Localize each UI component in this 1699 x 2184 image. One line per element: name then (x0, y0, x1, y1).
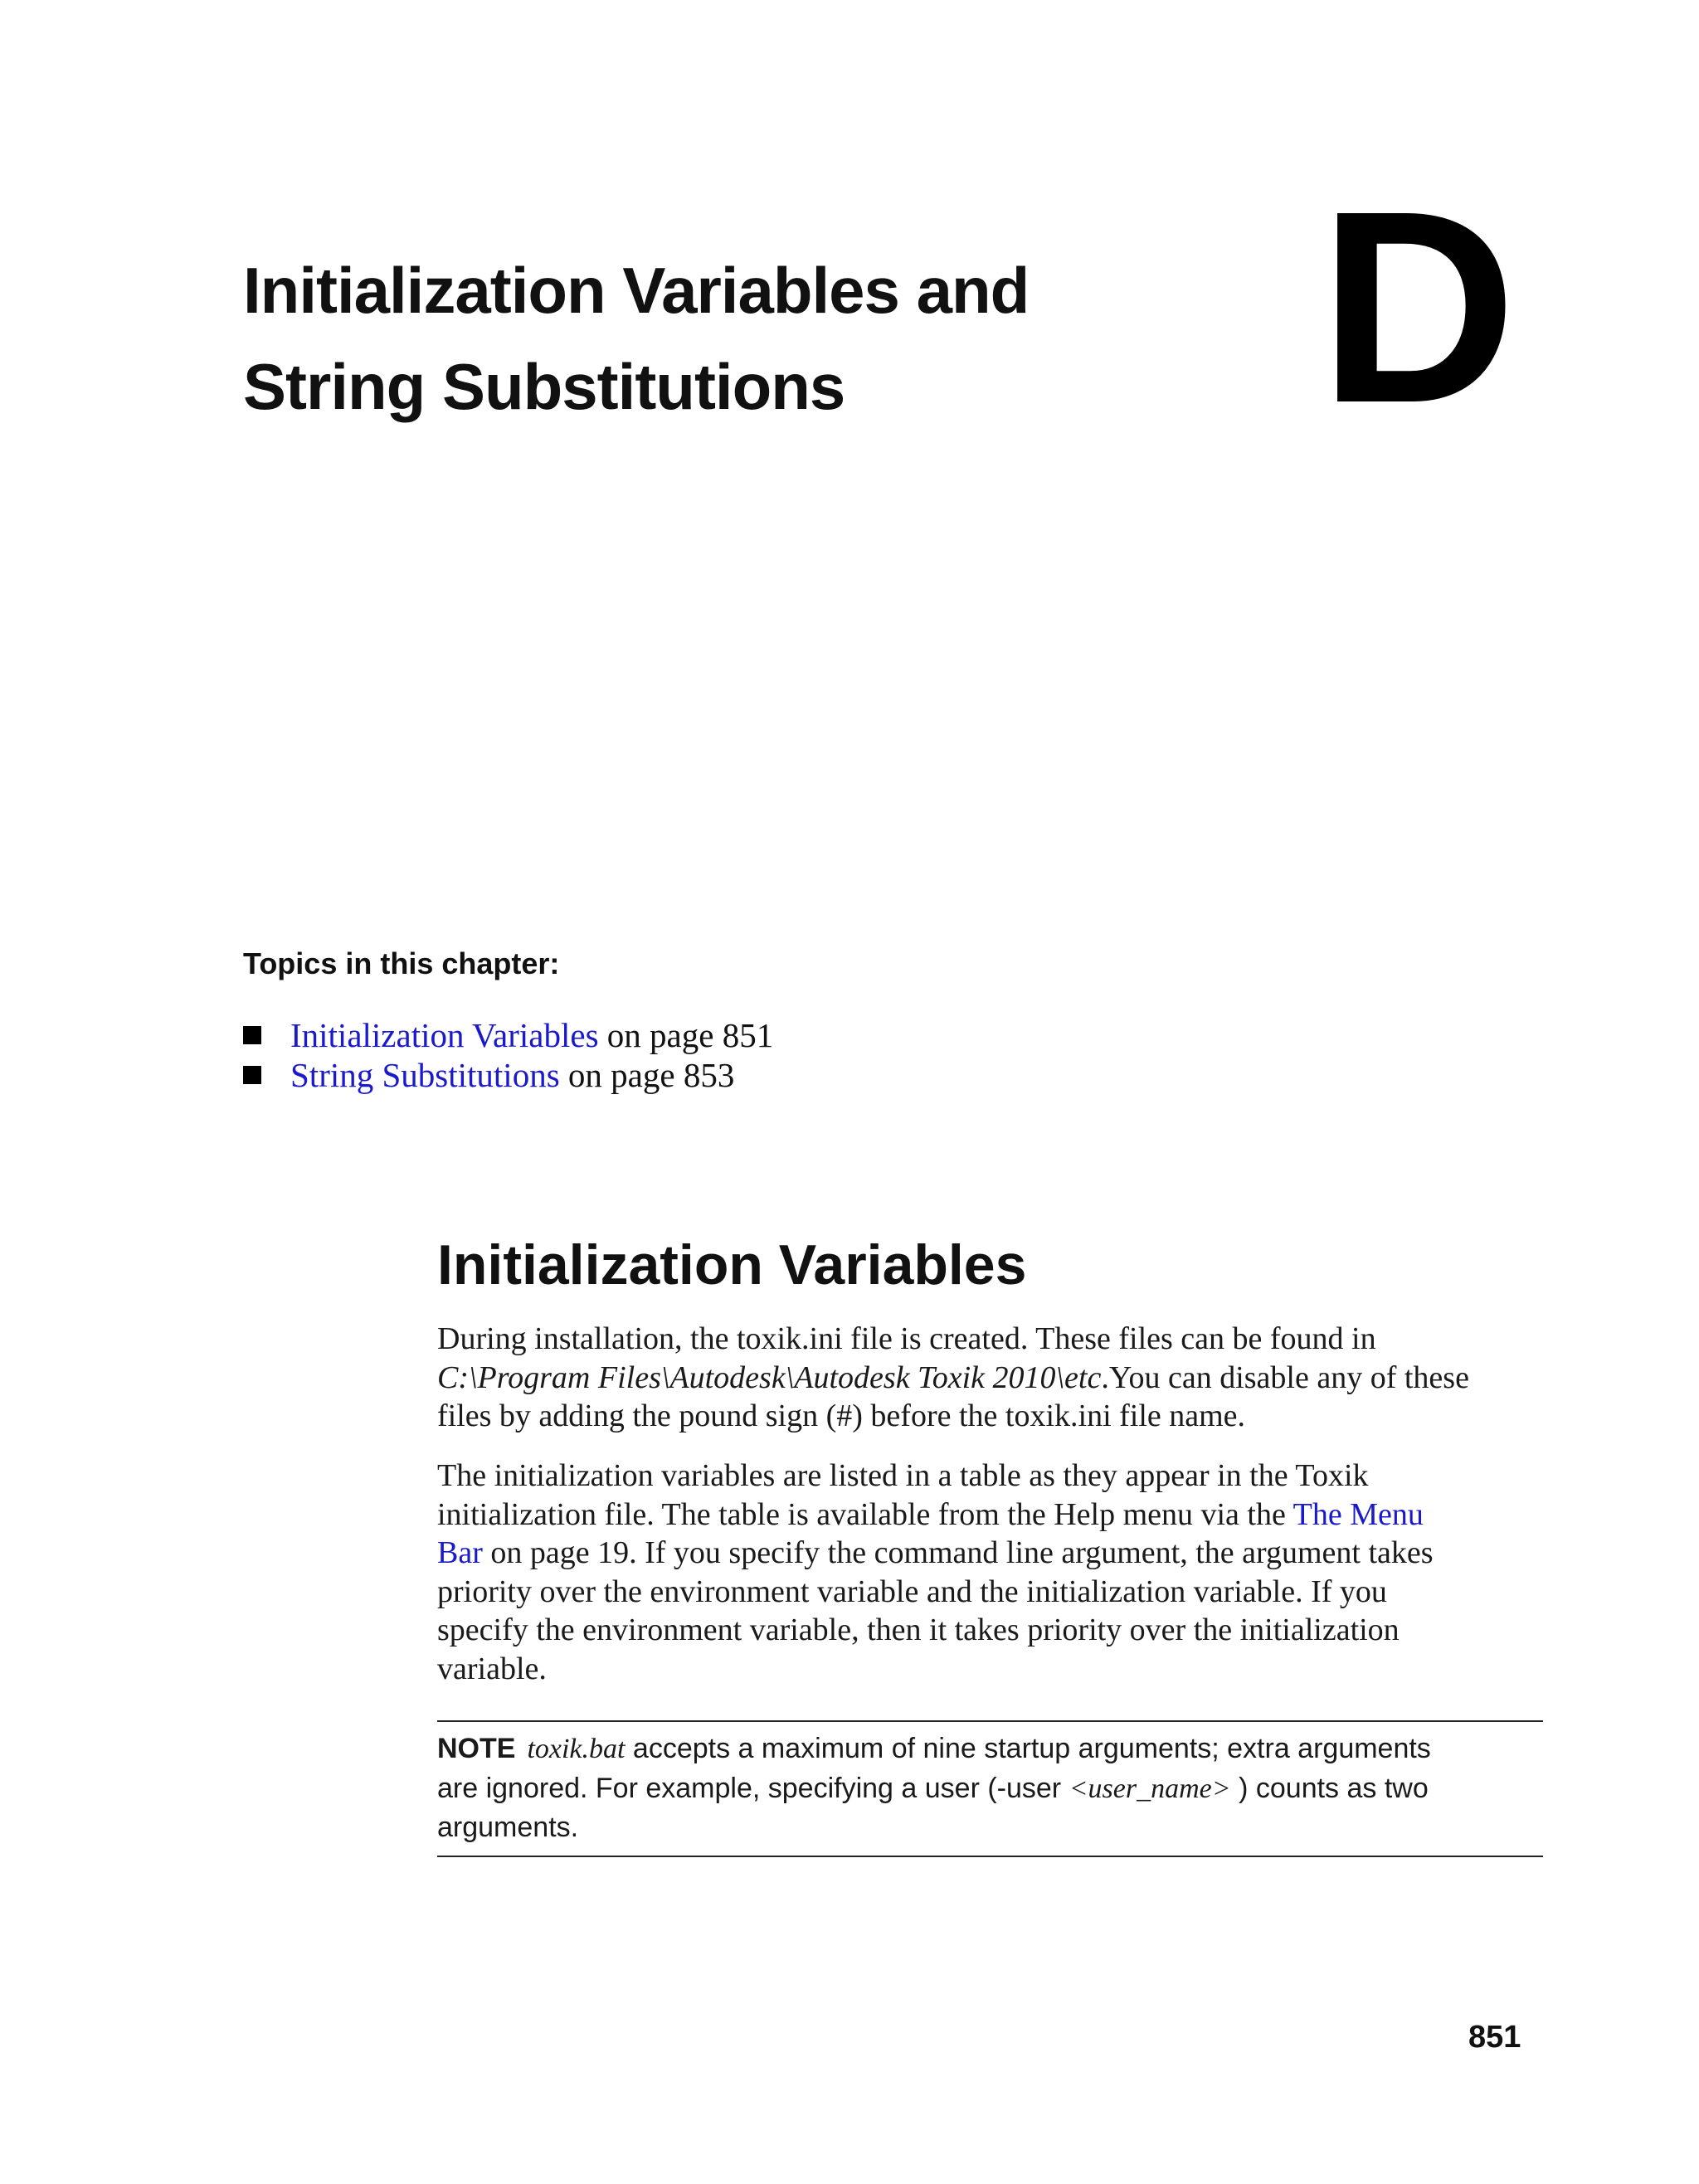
note-box (437, 1720, 1543, 1857)
paragraph-installation (437, 1320, 1545, 1436)
topics-heading: Topics in this chapter: (243, 946, 560, 980)
note-text: accepts a maximum of nine startup arguments; extra arguments (625, 1733, 1431, 1764)
menu-bar-link-part-1[interactable]: The Menu (1293, 1496, 1424, 1532)
note-text: are ignored. For example, specifying a user (-user (437, 1772, 1069, 1804)
page-number: 851 (1468, 2020, 1521, 2055)
topic-link-initialization-variables[interactable]: Initialization Variables (290, 1016, 599, 1054)
note-placeholder: <user_name> (1069, 1773, 1231, 1804)
topic-page-ref: on page 853 (559, 1056, 735, 1094)
paragraph-line: variable. (437, 1651, 547, 1686)
chapter-title (243, 242, 1197, 435)
paragraph-line (437, 1534, 1545, 1573)
square-bullet-icon (243, 1066, 261, 1084)
chapter-letter: D (1319, 153, 1517, 460)
paragraph-line: During installation, the toxik.ini file is created. These files can be found in (437, 1321, 1376, 1356)
paragraph-text: on page 19. If you specify the command line argument, the argument takes (482, 1535, 1434, 1570)
section-title: Initialization Variables (437, 1233, 1027, 1296)
paragraph-text: initialization file. The table is available from the Help menu via the (437, 1496, 1293, 1532)
note-label: NOTE (437, 1733, 516, 1764)
chapter-title-line-1: Initialization Variables and (243, 254, 1030, 327)
paragraph-priority (437, 1457, 1545, 1688)
install-path: C:\Program Files\Autodesk\Autodesk Toxik 2010\etc (437, 1360, 1102, 1395)
paragraph-line: The initialization variables are listed in a table as they appear in the Toxik (437, 1458, 1369, 1493)
paragraph-line: specify the environment variable, then it takes priority over the initialization (437, 1612, 1400, 1647)
topic-item (243, 1055, 773, 1095)
paragraph-line (437, 1496, 1545, 1535)
menu-bar-link-part-2[interactable]: Bar (437, 1535, 483, 1570)
note-filename: toxik.bat (527, 1734, 626, 1764)
note-text: ) counts as two (1230, 1772, 1429, 1804)
topics-list (243, 1015, 773, 1095)
chapter-title-line-2: String Substitutions (243, 350, 845, 423)
square-bullet-icon (243, 1026, 261, 1044)
note-line (437, 1729, 1543, 1769)
paragraph-line: priority over the environment variable and the initialization variable. If you (437, 1574, 1387, 1609)
topic-page-ref: on page 851 (598, 1016, 774, 1054)
paragraph-line (437, 1359, 1545, 1398)
paragraph-text: .You can disable any of these (1101, 1360, 1469, 1395)
note-line (437, 1769, 1543, 1809)
topic-link-string-substitutions[interactable]: String Substitutions (290, 1056, 560, 1094)
paragraph-line: files by adding the pound sign (#) before the toxik.ini file name. (437, 1398, 1246, 1433)
note-line: arguments. (437, 1812, 579, 1843)
topic-item (243, 1015, 773, 1055)
